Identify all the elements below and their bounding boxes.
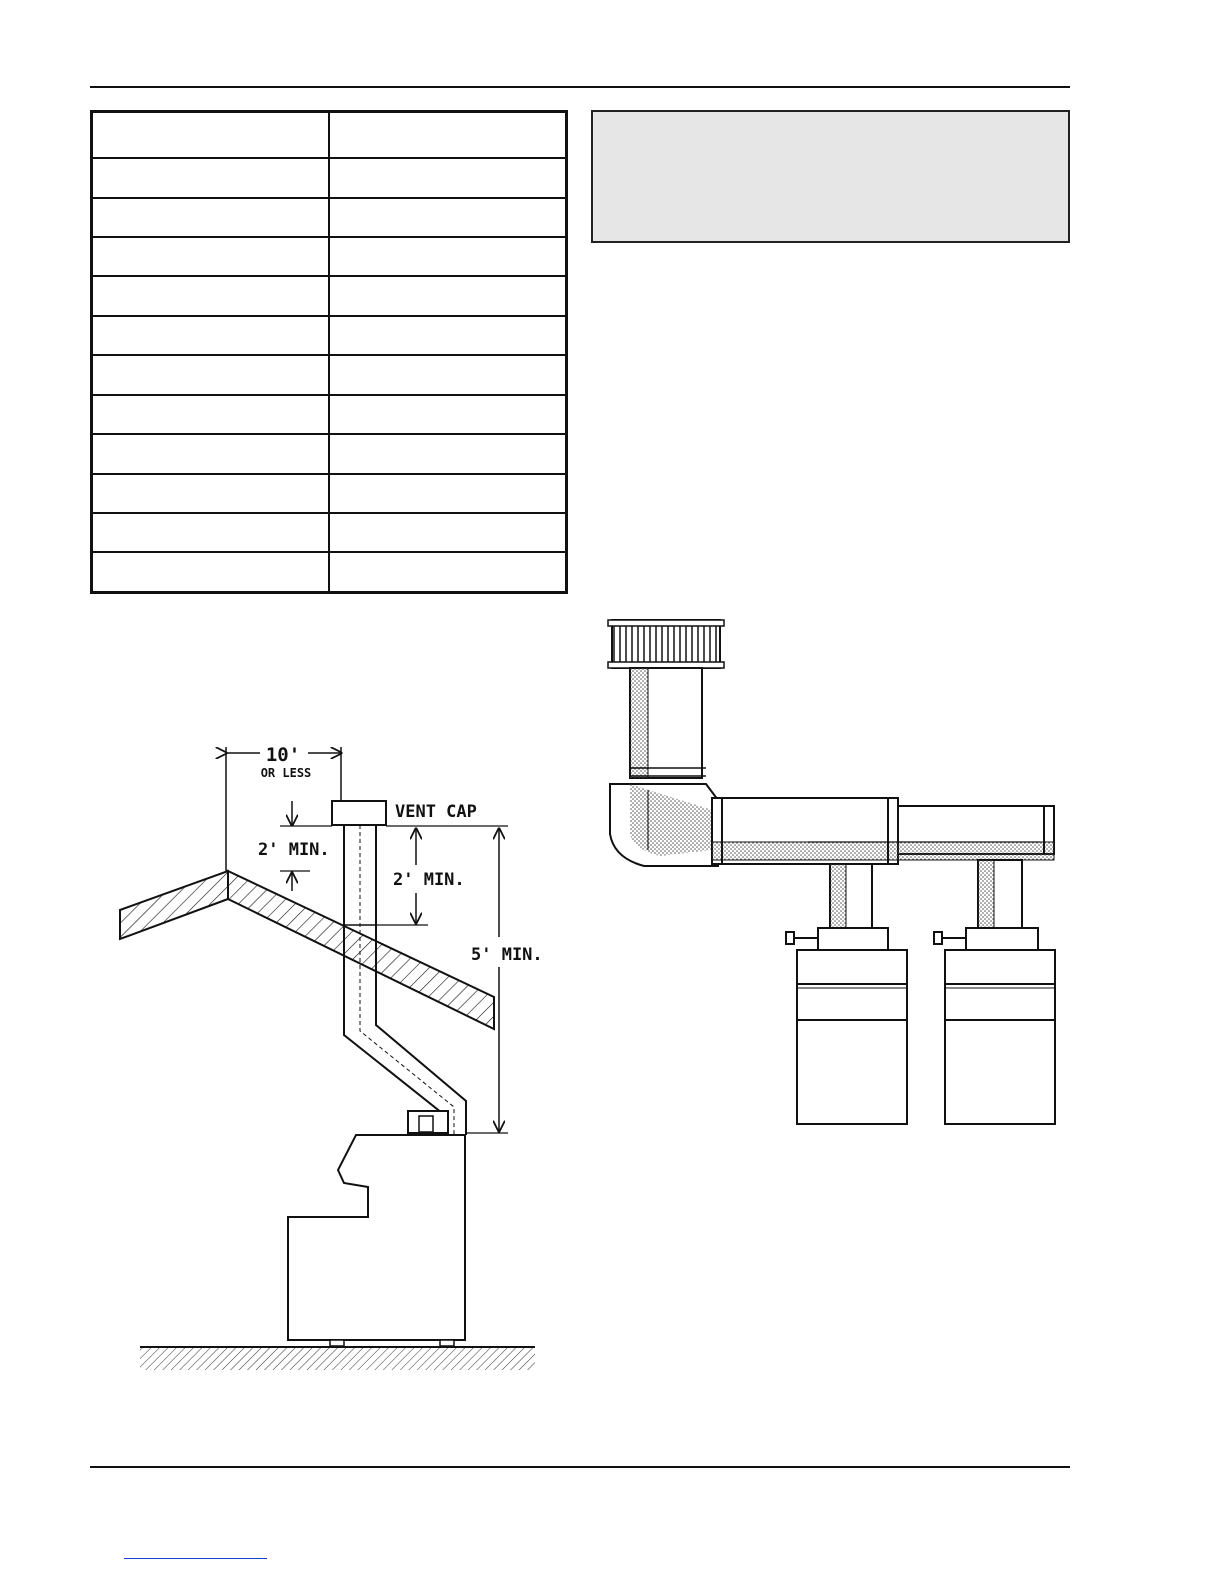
table-row xyxy=(92,434,567,473)
table-cell xyxy=(329,434,567,473)
ridge-clearance-label: 2' MIN. xyxy=(258,840,330,860)
table-cell xyxy=(92,513,330,552)
table-row xyxy=(92,198,567,237)
horizontal-dim-label: 10' xyxy=(265,744,301,766)
table-row xyxy=(92,237,567,276)
note-box xyxy=(591,110,1070,243)
table-cell xyxy=(92,237,330,276)
furnace-icon xyxy=(797,950,907,1124)
common-vent-diagram xyxy=(600,610,1070,1130)
table-cell xyxy=(92,355,330,394)
table-cell xyxy=(92,395,330,434)
footer-rule xyxy=(90,1466,1070,1468)
footer-link-underline[interactable] xyxy=(124,1558,267,1559)
roof-icon xyxy=(120,871,494,1029)
total-height-label: 5' MIN. xyxy=(471,945,543,965)
ground-icon xyxy=(140,1347,535,1370)
table-cell xyxy=(329,552,567,592)
furnace-icon xyxy=(945,950,1055,1124)
table-row xyxy=(92,112,567,159)
table-cell xyxy=(329,474,567,513)
table-row xyxy=(92,276,567,315)
table-cell xyxy=(329,395,567,434)
table-row xyxy=(92,513,567,552)
table-cell xyxy=(92,198,330,237)
table-row xyxy=(92,158,567,197)
table-row xyxy=(92,552,567,592)
table-row xyxy=(92,355,567,394)
table-cell xyxy=(92,112,330,159)
table-cell xyxy=(92,474,330,513)
table-cell xyxy=(329,276,567,315)
vent-cap-icon xyxy=(608,620,724,668)
table-cell xyxy=(329,513,567,552)
table-cell xyxy=(92,276,330,315)
table-cell xyxy=(92,552,330,592)
furnace-icon xyxy=(288,1135,465,1340)
table-row xyxy=(92,395,567,434)
table-cell xyxy=(92,158,330,197)
horizontal-dim-sublabel: OR LESS xyxy=(260,766,312,780)
table-cell xyxy=(329,112,567,159)
table-cell xyxy=(329,237,567,276)
header-rule xyxy=(90,86,1070,88)
vent-cap-icon xyxy=(332,801,386,825)
table-cell xyxy=(329,158,567,197)
blank-data-table xyxy=(90,110,568,594)
table-cell xyxy=(329,198,567,237)
table-cell xyxy=(329,316,567,355)
roof-vent-clearance-diagram xyxy=(110,735,560,1385)
roof-clearance-label: 2' MIN. xyxy=(393,870,465,890)
vent-cap-label: VENT CAP xyxy=(395,802,477,822)
table-row xyxy=(92,474,567,513)
table-cell xyxy=(92,434,330,473)
table-cell xyxy=(329,355,567,394)
table-cell xyxy=(92,316,330,355)
table-row xyxy=(92,316,567,355)
